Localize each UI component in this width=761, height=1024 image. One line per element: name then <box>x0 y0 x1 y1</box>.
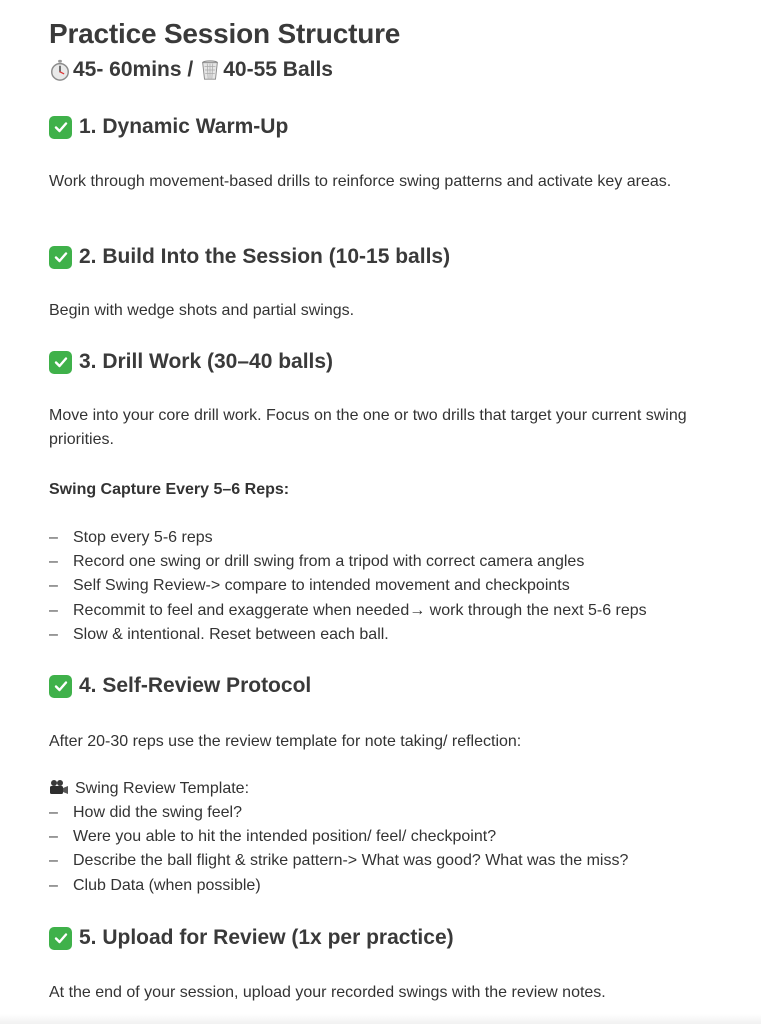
list-item: – Were you able to hit the intended position/ feel/ checkpoint? <box>40 825 628 849</box>
page-title: Practice Session Structure <box>49 18 401 49</box>
check-mark-button-icon <box>49 246 72 269</box>
section-4-heading <box>49 674 311 698</box>
section-2-title: 2. Build Into the Session (10-15 balls) <box>79 245 451 268</box>
section-3-title: 3. Drill Work (30–40 balls) <box>79 350 334 373</box>
list-item: – Recommit to feel and exaggerate when needed→ work through the next 5-6 reps <box>40 599 647 623</box>
section-1-title: 1. Dynamic Warm-Up <box>79 115 289 138</box>
list-item: – Self Swing Review-> compare to intended movement and checkpoints <box>40 574 647 598</box>
section-1-heading <box>49 115 288 139</box>
section-2-body: Begin with wedge shots and partial swings. <box>49 302 355 319</box>
check-mark-button-icon <box>49 116 72 139</box>
list-item: – How did the swing feel? <box>40 801 628 825</box>
review-template-label: Swing Review Template: <box>49 777 729 801</box>
session-balls: 40-55 Balls <box>223 58 333 81</box>
swing-capture-heading: Swing Capture Every 5–6 Reps: <box>49 481 290 498</box>
section-4-body: After 20-30 reps use the review template for note taking/ reflection: <box>49 733 522 750</box>
movie-camera-icon <box>49 779 69 795</box>
section-5-heading <box>49 926 454 950</box>
bottom-edge-shadow <box>0 1014 761 1024</box>
session-time: 45- 60mins / <box>73 58 194 81</box>
check-mark-button-icon <box>49 351 72 374</box>
section-1-body: Work through movement-based drills to reinforce swing patterns and activate key areas. <box>49 173 672 190</box>
session-summary <box>49 58 333 82</box>
stopwatch-icon <box>49 59 71 81</box>
section-5-body: At the end of your session, upload your recorded swings with the review notes. <box>49 984 606 1001</box>
section-5-title: 5. Upload for Review (1x per practice) <box>79 926 454 949</box>
check-mark-button-icon <box>49 927 72 950</box>
section-4-title: 4. Self-Review Protocol <box>79 674 312 697</box>
review-template-list <box>40 801 628 898</box>
section-2-heading <box>49 245 450 269</box>
section-3-heading <box>49 350 333 374</box>
list-item: – Club Data (when possible) <box>40 874 628 898</box>
wastebasket-icon <box>199 59 221 81</box>
check-mark-button-icon <box>49 675 72 698</box>
list-item: – Stop every 5-6 reps <box>40 526 647 550</box>
list-item: – Slow & intentional. Reset between each ball. <box>40 623 647 647</box>
list-item: – Describe the ball flight & strike pattern-> What was good? What was the miss? <box>40 849 628 873</box>
section-3-body: Move into your core drill work. Focus on the one or two drills that target your current swing priorities. <box>49 407 687 448</box>
list-item: – Record one swing or drill swing from a tripod with correct camera angles <box>40 550 647 574</box>
swing-capture-list <box>40 526 647 647</box>
